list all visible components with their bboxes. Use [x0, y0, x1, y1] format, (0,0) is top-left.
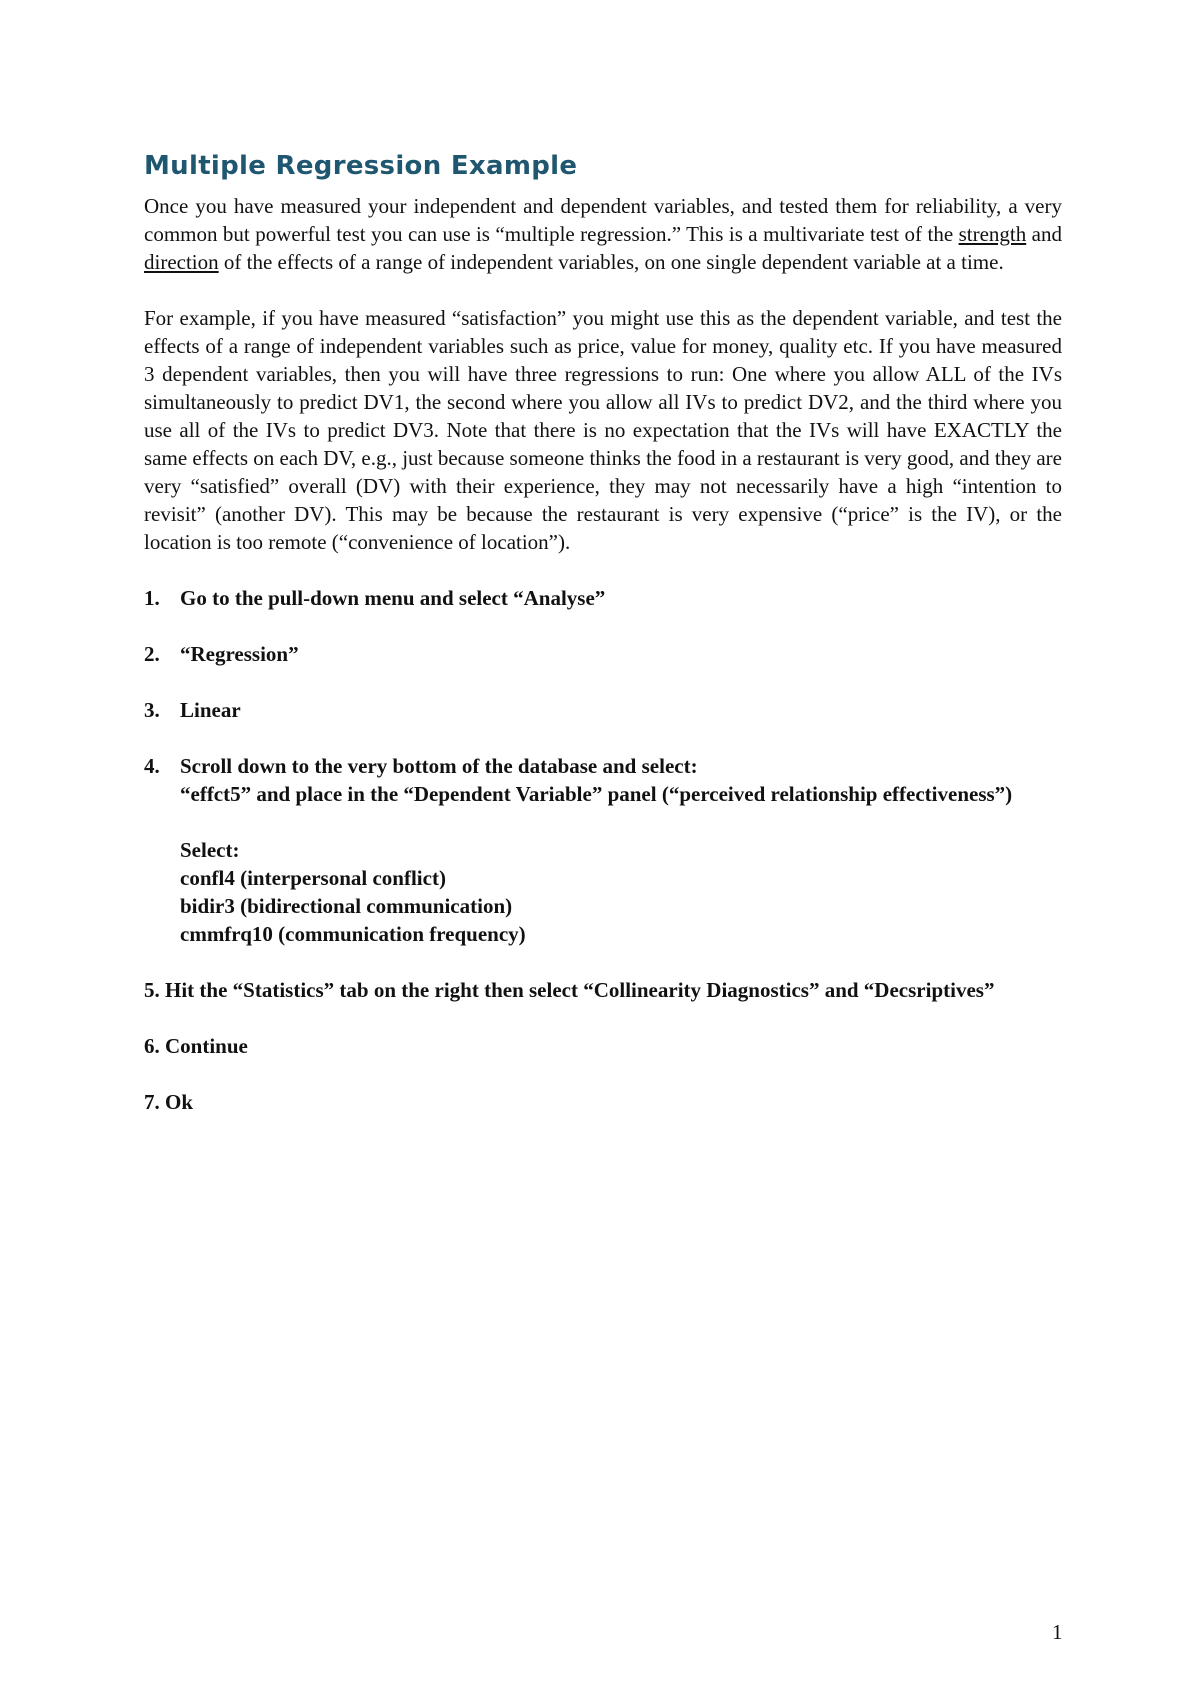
underlined-strength: strength — [958, 222, 1027, 246]
step-4-variable-2: bidir3 (bidirectional communication) — [180, 894, 513, 918]
intro-text-3: of the effects of a range of independent variables, on one single dependent variable at a time. — [218, 250, 1004, 274]
intro-paragraph — [144, 192, 1062, 276]
steps-list — [144, 584, 1062, 1116]
intro-text-2: and — [1026, 222, 1062, 246]
step-3-text: Linear — [180, 698, 241, 722]
step-1 — [144, 584, 1062, 612]
document-page — [144, 150, 1062, 1144]
step-4-number: 4. — [144, 754, 160, 778]
intro-text-1: Once you have measured your independent and dependent variables, and tested them for reliability, a very common but powerful test you can use is “multiple regression.” This is a multivariate test of the — [144, 194, 1062, 246]
step-1-text: Go to the pull-down menu and select “Analyse” — [180, 586, 606, 610]
page-number: 1 — [1052, 1620, 1063, 1644]
step-7-text: 7. Ok — [144, 1090, 194, 1114]
example-paragraph: For example, if you have measured “satisfaction” you might use this as the dependent variable, and test the effects of a range of independent variables such as price, value for money, quality etc. If you have measured 3 dependent variables, then you will have three regressions to run: One where you allow ALL of the IVs simultaneously to predict DV1, the second where you allow all IVs to predict DV2, and the third where you use all of the IVs to predict DV3. Note that there is no expectation that the IVs will have EXACTLY the same effects on each DV, e.g., just because someone thinks the food in a restaurant is very good, and they are very “satisfied” overall (DV) with their experience, they may not necessarily have a high “intention to revisit” (another DV). This may be because the restaurant is very expensive (“price” is the IV), or the location is too remote (“convenience of location”). — [144, 306, 1062, 554]
paragraph-spacer — [144, 276, 1062, 304]
underlined-direction: direction — [144, 250, 219, 274]
step-1-number: 1. — [144, 586, 160, 610]
step-4-spacer — [180, 808, 1062, 836]
step-4-variable-1: confl4 (interpersonal conflict) — [180, 866, 446, 890]
step-4-line-2: “effct5” and place in the “Dependent Variable” panel (“perceived relationship effectiveness”) — [180, 782, 1013, 806]
step-6-text: 6. Continue — [144, 1034, 248, 1058]
step-3 — [144, 696, 1062, 724]
step-2-number: 2. — [144, 642, 160, 666]
step-4-select-label: Select: — [180, 838, 240, 862]
step-3-number: 3. — [144, 698, 160, 722]
step-2-text: “Regression” — [180, 642, 299, 666]
step-4-variable-3: cmmfrq10 (communication frequency) — [180, 922, 526, 946]
step-4 — [144, 752, 1062, 948]
step-6 — [144, 1032, 1062, 1060]
step-5 — [144, 976, 1062, 1004]
step-2 — [144, 640, 1062, 668]
document-title: Multiple Regression Example — [144, 151, 578, 181]
step-4-line-1: Scroll down to the very bottom of the database and select: — [180, 754, 698, 778]
step-7 — [144, 1088, 1062, 1116]
step-5-text: 5. Hit the “Statistics” tab on the right then select “Collinearity Diagnostics” and “Decsriptives” — [144, 978, 995, 1002]
